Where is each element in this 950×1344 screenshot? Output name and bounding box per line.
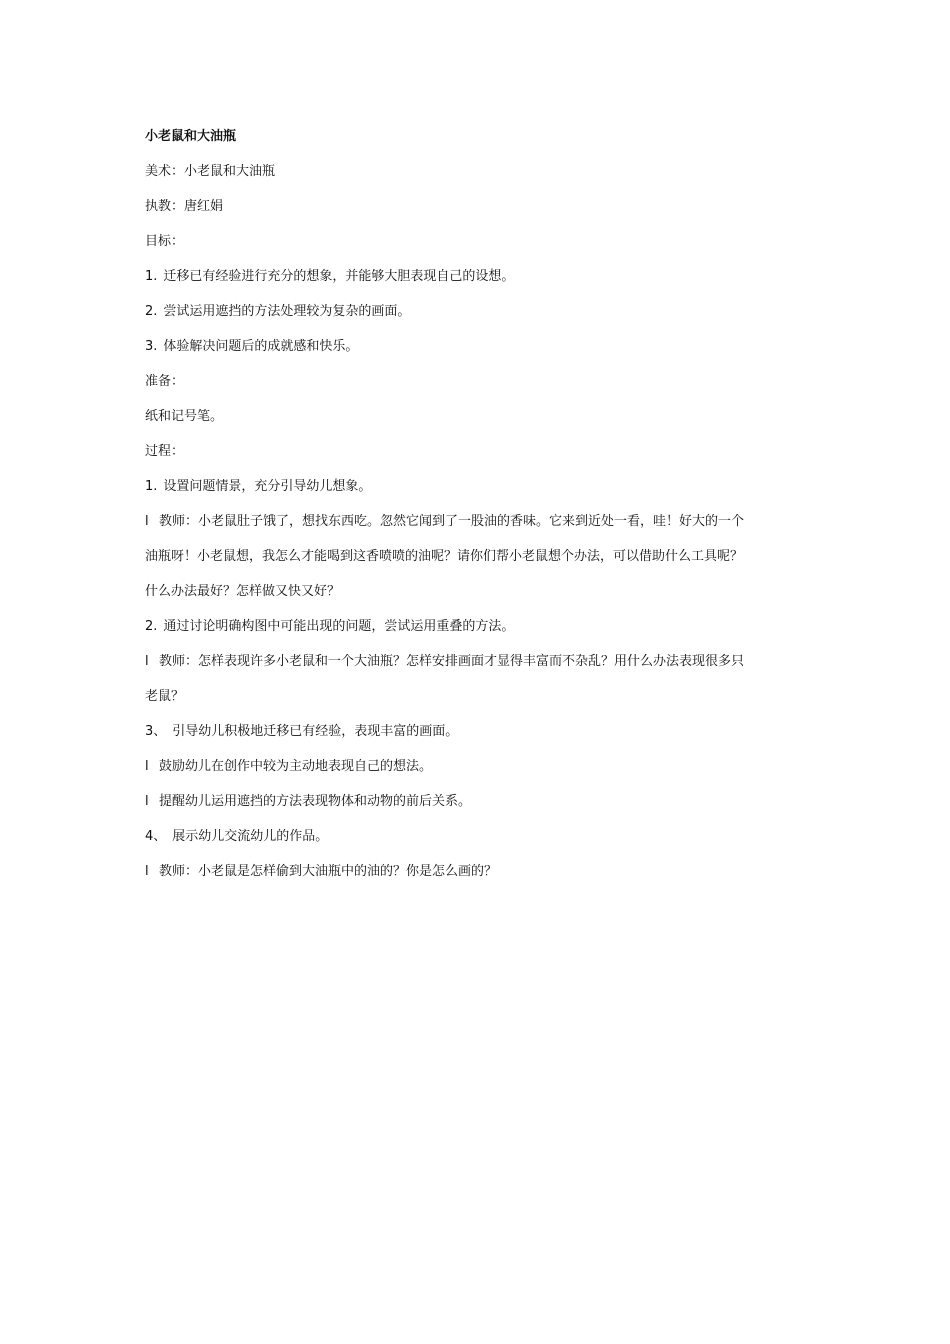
document-title: 小老鼠和大油瓶 bbox=[145, 129, 237, 144]
goal-text: 迁移已有经验进行充分的想象，并能够大胆表现自己的设想。 bbox=[163, 269, 515, 284]
step-text: 设置问题情景，充分引导幼儿想象。 bbox=[163, 479, 372, 494]
continuation-line: 油瓶呀！小老鼠想，我怎么才能喝到这香喷喷的油呢？请你们帮小老鼠想个办法，可以借助什么工具呢？ bbox=[145, 549, 744, 564]
process-step bbox=[145, 469, 810, 504]
bullet-text: 鼓励幼儿在创作中较为主动地表现自己的想法。 bbox=[159, 759, 433, 774]
bullet-line bbox=[145, 784, 810, 819]
process-step bbox=[145, 609, 810, 644]
continuation-line: 老鼠？ bbox=[145, 689, 185, 704]
document-body bbox=[145, 126, 810, 889]
subject-line: 美术：小老鼠和大油瓶 bbox=[145, 164, 276, 179]
bullet-line bbox=[145, 504, 810, 539]
step-number: 2. bbox=[145, 619, 158, 634]
goal-number: 2. bbox=[145, 304, 158, 319]
bullet-mark: l bbox=[145, 794, 149, 809]
prep-heading: 准备： bbox=[145, 374, 185, 389]
bullet-mark: l bbox=[145, 864, 149, 879]
goal-text: 尝试运用遮挡的方法处理较为复杂的画面。 bbox=[163, 304, 411, 319]
step-number: 4、 bbox=[145, 829, 167, 844]
teacher-line: 执教：唐红娟 bbox=[145, 199, 224, 214]
goal-item bbox=[145, 329, 810, 364]
goals-heading: 目标： bbox=[145, 234, 185, 249]
goal-number: 1. bbox=[145, 269, 158, 284]
bullet-text: 教师：小老鼠是怎样偷到大油瓶中的油的？你是怎么画的？ bbox=[159, 864, 498, 879]
bullet-mark: l bbox=[145, 654, 149, 669]
prep-text: 纸和记号笔。 bbox=[145, 409, 224, 424]
step-number: 3、 bbox=[145, 724, 167, 739]
bullet-text: 教师：小老鼠肚子饿了，想找东西吃。忽然它闻到了一股油的香味。它来到近处一看，哇！好大的一个 bbox=[159, 514, 745, 529]
step-text: 通过讨论明确构图中可能出现的问题，尝试运用重叠的方法。 bbox=[163, 619, 515, 634]
bullet-text: 教师：怎样表现许多小老鼠和一个大油瓶？怎样安排画面才显得丰富而不杂乱？用什么办法表现很多只 bbox=[159, 654, 745, 669]
goal-item bbox=[145, 294, 810, 329]
goal-text: 体验解决问题后的成就感和快乐。 bbox=[163, 339, 359, 354]
goal-item bbox=[145, 259, 810, 294]
continuation-line: 什么办法最好？怎样做又快又好？ bbox=[145, 584, 341, 599]
goal-number: 3. bbox=[145, 339, 158, 354]
bullet-line bbox=[145, 644, 810, 679]
process-step bbox=[145, 714, 810, 749]
process-step bbox=[145, 819, 810, 854]
bullet-line bbox=[145, 749, 810, 784]
step-text: 展示幼儿交流幼儿的作品。 bbox=[172, 829, 329, 844]
bullet-mark: l bbox=[145, 514, 149, 529]
step-text: 引导幼儿积极地迁移已有经验，表现丰富的画面。 bbox=[172, 724, 459, 739]
process-heading: 过程： bbox=[145, 444, 185, 459]
bullet-text: 提醒幼儿运用遮挡的方法表现物体和动物的前后关系。 bbox=[159, 794, 472, 809]
step-number: 1. bbox=[145, 479, 158, 494]
bullet-line bbox=[145, 854, 810, 889]
bullet-mark: l bbox=[145, 759, 149, 774]
